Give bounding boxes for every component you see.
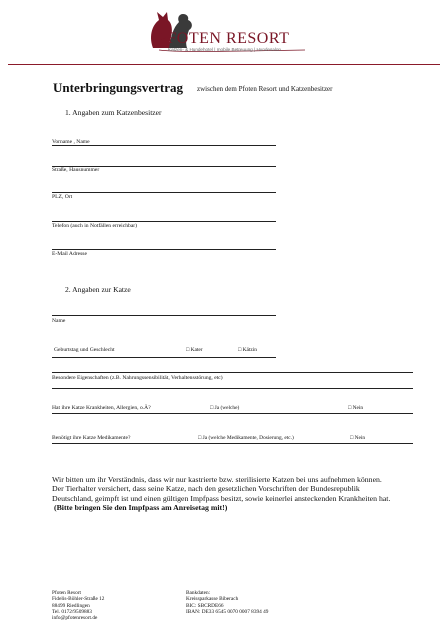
checkbox-illness-no[interactable]: □ Nein [348, 405, 364, 411]
field-line-cat-name[interactable] [52, 315, 276, 316]
footer-street: Fidelis-Böhler-Straße 12 [52, 596, 105, 603]
notice-bring-passport: (Bitte bringen Sie den Impfpass am Anreisetag mit!) [54, 503, 228, 513]
field-label-city: PLZ, Ort [52, 194, 73, 200]
field-line-traits-top[interactable] [52, 372, 413, 373]
field-label-traits: Besondere Eigenschaften (z.B. Nahrungssensibilität, Verhaltensstörung, etc) [52, 375, 223, 381]
field-line-street[interactable] [52, 166, 276, 167]
brand-name-part1: PFOTEN [158, 30, 222, 47]
notice-castration: Wir bitten um ihr Verständnis, dass wir nur kastrierte bzw. sterilisierte Katzen bei uns aufnehmen können. [52, 475, 382, 484]
checkbox-meds-yes[interactable]: □ Ja (welche Medikamente, Dosierung, etc.) [198, 435, 294, 441]
checkbox-meds-no[interactable]: □ Nein [350, 435, 366, 441]
field-line-illness[interactable] [52, 413, 413, 414]
field-label-birth: Geburtstag und Geschlecht [54, 347, 115, 353]
notice-paragraph [52, 475, 397, 513]
field-label-illness: Hat ihre Katze Krankheiten, Allergien, o.Ä? [52, 405, 151, 411]
field-label-email: E-Mail Adresse [52, 251, 87, 257]
field-label-cat-name: Name [52, 318, 66, 324]
field-line-city[interactable] [52, 192, 276, 193]
field-label-phone: Telefon (auch in Notfällen erreichbar) [52, 223, 138, 229]
header-rule [8, 64, 440, 65]
footer-email[interactable]: info@pfotenresort.de [52, 615, 98, 622]
footer-bank-title: Bankdaten: [186, 590, 211, 596]
footer-address [52, 590, 104, 621]
brand-name-part2: RESORT [225, 30, 290, 47]
field-line-meds[interactable] [52, 443, 413, 444]
checkbox-katzin[interactable]: □ Kätzin [238, 347, 257, 353]
field-line-traits-bottom[interactable] [52, 388, 413, 389]
footer-iban: IBAN: DE33 6545 0070 0007 8394 49 [186, 608, 269, 615]
footer-city: 88499 Riedlingen [52, 602, 90, 609]
footer-bank-name: Kreissparkasse Biberach [186, 596, 239, 603]
section1-heading: 1. Angaben zum Katzenbesitzer [65, 108, 162, 117]
brand-tagline: Katzen- & Hundehotel | mobile Betreuung | Hundesalon [168, 47, 281, 52]
checkbox-kater[interactable]: □ Kater [186, 347, 203, 353]
footer-company: Pfoten Resort [52, 590, 81, 596]
notice-vaccination: Der Tierhalter versichert, dass seine Katze, nach den gesetzlichen Vorschriften der Bundesrepublik Deutschland, geimpft ist und einen gültigen Impfpass besitzt, sowie keinerlei ansteckenden Krankheiten hat. [52, 484, 391, 503]
checkbox-illness-yes[interactable]: □ Ja (welche) [210, 405, 240, 411]
document-subtitle: zwischen dem Pfoten Resort und Katzenbesitzer [197, 85, 333, 93]
field-line-phone[interactable] [52, 221, 276, 222]
field-label-name: Vorname , Name [52, 139, 90, 145]
field-line-birth[interactable] [52, 357, 276, 358]
field-label-street: Straße, Hausnummer [52, 167, 100, 173]
field-label-meds: Benötigt ihre Katze Medikamente? [52, 435, 131, 441]
field-line-name[interactable] [52, 145, 276, 146]
footer-bic: BIC: SBCRDE66 [186, 602, 224, 609]
footer-bank [186, 590, 268, 615]
brand-name [158, 30, 289, 48]
document-title: Unterbringungsvertrag [53, 80, 183, 95]
section2-heading: 2. Angaben zur Katze [65, 285, 131, 294]
field-line-email[interactable] [52, 249, 276, 250]
footer-phone: Tel. 0172/9509883 [52, 608, 92, 615]
